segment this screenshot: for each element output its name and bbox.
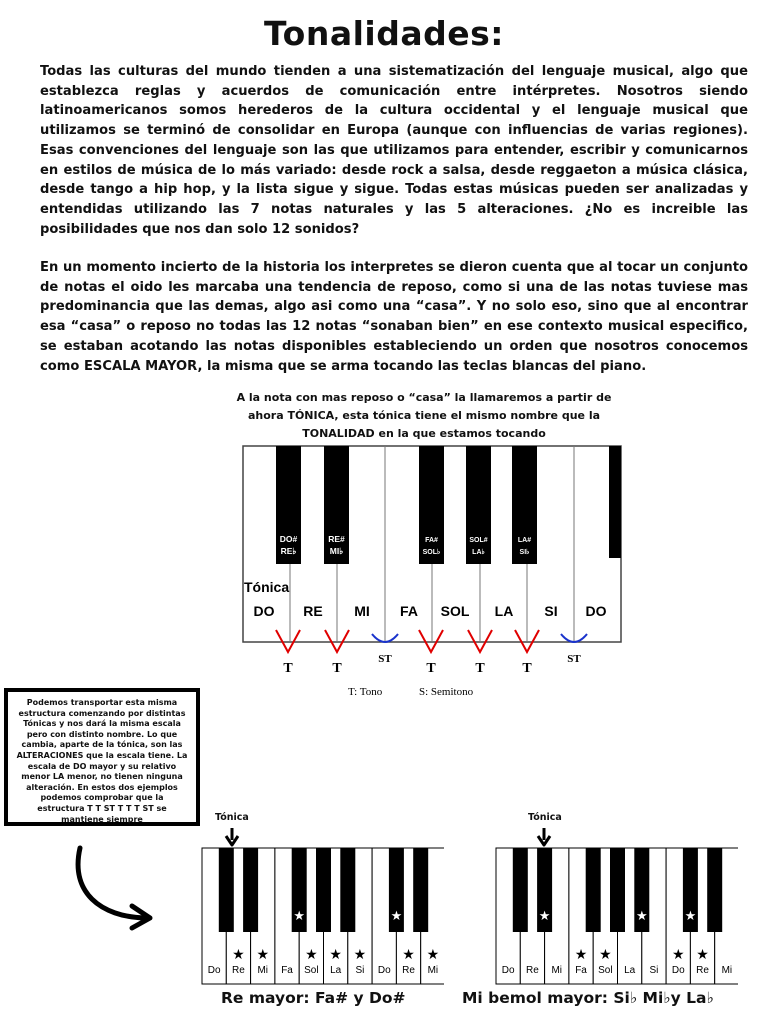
tonica-arrow-icon xyxy=(538,828,550,845)
tono-label: T xyxy=(475,661,485,676)
star-icon: ★ xyxy=(256,946,270,962)
tonica-label: Tónica xyxy=(244,579,290,595)
star-icon: ★ xyxy=(232,946,245,962)
tono-label: T xyxy=(283,661,293,676)
white-key-label: Sol xyxy=(598,965,613,976)
white-key-label: Mi xyxy=(551,965,563,976)
white-key-label: Do xyxy=(501,965,515,976)
star-icon: ★ xyxy=(671,946,685,962)
tonica-caption: A la nota con mas reposo o “casa” la llamaremos a partir de ahora TÓNICA, esta tónica tiene el mismo nombre que la TONALIDAD en la que estamos tocando xyxy=(236,391,612,440)
star-icon: ★ xyxy=(696,946,709,962)
white-key-label: Do xyxy=(377,965,391,976)
black-key xyxy=(243,848,258,932)
tonica-arrow-icon xyxy=(226,828,238,845)
piano-keyboard xyxy=(243,446,621,642)
black-key-label-flat: MI♭ xyxy=(329,546,344,556)
white-key-label: LA xyxy=(494,603,514,619)
white-key-label: Si xyxy=(649,965,659,976)
star-icon: ★ xyxy=(538,908,551,923)
white-key-label: Mi xyxy=(721,965,733,976)
white-key-label: SI xyxy=(544,603,558,619)
white-key-label: Do xyxy=(207,965,221,976)
white-key-label: SOL xyxy=(440,603,470,619)
legend-semitono: S: Semitono xyxy=(419,686,474,698)
star-icon: ★ xyxy=(293,908,306,923)
black-key xyxy=(512,446,537,564)
black-key xyxy=(219,848,234,932)
white-key-label: Re xyxy=(696,965,709,976)
black-key-label-sharp: LA# xyxy=(517,537,532,544)
white-key-label: Mi xyxy=(427,965,439,976)
intro-paragraph: Todas las culturas del mundo tienden a una sistematización del lenguaje musical, algo que establezca reglas y acuerdos de comunicación entre intérpretes. Nosotros siendo latinoamericanos somos herederos de la cultura occidental y el lenguaje musical que utilizamos se terminó de consolidar en Europa (aunque con influencias de varias regiones). Esas convenciones del lenguaje son las que utilizamos para entender, escribir y comunicarnos en estilos de música de lo más variado: desde rock a salsa, desde reggaeton a música clásica, desde tango a hip hop, y la lista sigue y sigue. Todas estas músicas pueden ser analizadas y entendidas utilizando las 7 notas naturales y las 5 alteraciones. ¿No es increible las posibilidades que nos dan solo 12 sonidos? xyxy=(40,64,748,237)
white-key-label: MI xyxy=(354,603,370,619)
black-key-label-sharp: FA# xyxy=(425,537,438,544)
black-key xyxy=(340,848,355,932)
black-key xyxy=(413,848,428,932)
black-key xyxy=(609,446,621,558)
black-key xyxy=(419,446,444,564)
star-icon: ★ xyxy=(390,908,403,923)
curved-arrow-icon xyxy=(70,842,160,932)
white-key-label: Do xyxy=(671,965,685,976)
re-mayor-tonica-label: Tónica xyxy=(215,812,249,823)
tono-label: T xyxy=(522,661,532,676)
white-key-label: RE xyxy=(303,603,323,619)
white-key-label: DO xyxy=(585,603,607,619)
star-icon: ★ xyxy=(329,946,342,962)
white-key-label: FA xyxy=(400,603,418,619)
tono-label: T xyxy=(332,661,342,676)
white-key-label: Si xyxy=(355,965,365,976)
page-title: Tonalidades: xyxy=(264,14,504,53)
black-key xyxy=(466,446,491,564)
black-key-label-flat: SI♭ xyxy=(519,549,530,556)
white-key-label: Mi xyxy=(257,965,269,976)
transposition-note-box: Podemos transportar esta misma estructura comenzando por distintas Tónicas y nos dará la misma escala pero con distinto nombre. Lo que cambia, aparte de la tónica, son las ALTERACIONES que la escala tiene. La escala de DO mayor y su relativo menor LA menor, no tienen ninguna alteración. En estos dos ejemplos podemos comprobar que la estructura T T ST T T T ST se mantiene siempre xyxy=(4,688,200,826)
re-mayor-title: Re mayor: Fa# y Do# xyxy=(221,989,406,1007)
star-icon: ★ xyxy=(635,908,648,923)
white-key-label: Re xyxy=(232,965,245,976)
tono-label: T xyxy=(426,661,436,676)
semitono-label: ST xyxy=(567,653,581,665)
star-icon: ★ xyxy=(353,946,367,962)
star-icon: ★ xyxy=(402,946,415,962)
black-key xyxy=(513,848,528,932)
history-paragraph: En un momento incierto de la historia los interpretes se dieron cuenta que al tocar un conjunto de notas el oido les marcaba una tendencia de reposo, como si una de las notas tuviese mas predominancia que las demas, algo asi como una “casa”. Y no solo eso, sino que al encontrar esa “casa” o reposo no todas las 12 notas “sonaban bien” en ese contexto musical especifico, se estaban acotando las notas disponibles estableciendo un orden que nosotros conocemos como ESCALA MAYOR, la misma que se arma tocando las teclas blancas del piano. xyxy=(40,260,748,374)
white-key-label: Fa xyxy=(575,965,587,976)
major-scale-piano-diagram xyxy=(240,444,628,702)
black-key xyxy=(610,848,625,932)
white-key-label: Sol xyxy=(304,965,319,976)
white-key-label: DO xyxy=(253,603,275,619)
black-key-label-sharp: SOL# xyxy=(469,537,488,544)
re-mayor-piano xyxy=(194,826,444,986)
star-icon: ★ xyxy=(684,908,697,923)
black-key-label-flat: RE♭ xyxy=(280,546,297,556)
white-key-label: La xyxy=(624,965,636,976)
star-icon: ★ xyxy=(305,946,318,962)
semitono-label: ST xyxy=(378,653,392,665)
black-key-label-sharp: DO# xyxy=(279,534,298,544)
star-icon: ★ xyxy=(574,946,588,962)
white-key-label: Re xyxy=(526,965,539,976)
black-key xyxy=(316,848,331,932)
mi-bemol-mayor-piano xyxy=(488,826,738,986)
white-key-label: La xyxy=(330,965,342,976)
black-key-label-sharp: RE# xyxy=(328,534,345,544)
black-key xyxy=(586,848,601,932)
white-key-label: Re xyxy=(402,965,415,976)
black-key xyxy=(707,848,722,932)
black-key-label-flat: SOL♭ xyxy=(422,549,441,556)
star-icon: ★ xyxy=(426,946,440,962)
mi-bemol-tonica-label: Tónica xyxy=(528,812,562,823)
star-icon: ★ xyxy=(599,946,612,962)
white-key-label: Fa xyxy=(281,965,293,976)
legend-tono: T: Tono xyxy=(348,686,383,698)
black-key-label-flat: LA♭ xyxy=(472,549,485,556)
mi-bemol-mayor-title: Mi bemol mayor: Si♭ Mi♭y La♭ xyxy=(462,989,714,1007)
